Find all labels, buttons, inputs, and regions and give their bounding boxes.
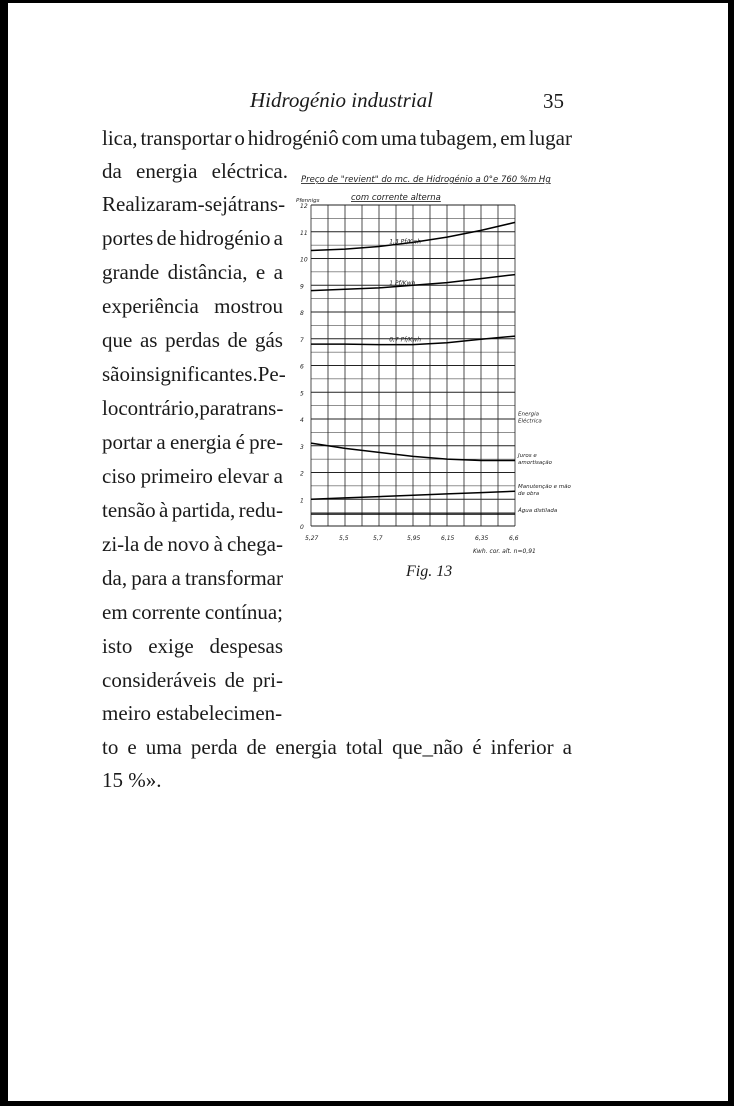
text-line [102,534,283,555]
word: corrente [131,600,201,624]
y-tick-label: 6 [300,363,304,371]
x-tick-label: 6,15 [441,535,455,542]
word: e [127,735,137,759]
word: da [102,159,122,183]
text-line [102,161,288,182]
word: de [143,532,164,556]
word: a [562,735,572,759]
right-labels [517,412,571,514]
chart-title: Preço de "revient" do mc. de Hidrogénio a 0°e 760 %m Hg [301,175,551,185]
word: 15 %». [102,768,162,792]
word: à [213,532,223,556]
word: e [255,260,266,284]
text-line [102,636,283,657]
right-label: Água distilada [518,507,558,514]
text-line [102,228,283,249]
word: Pe- [257,362,286,386]
word: elevar [217,464,269,488]
word: lica, [102,126,138,150]
x-tick-label: 5,95 [407,535,421,542]
word: de [227,328,248,352]
line-label: 1 Pf/Kwh [389,279,416,287]
word: a [171,566,181,590]
word: tubagem, [419,126,498,150]
word: lugar [528,126,572,150]
word: despesas [209,634,283,658]
word: de [156,226,177,250]
word: é [472,735,482,759]
word: energia [136,159,198,183]
word: com [341,126,378,150]
word: Realizaram-se [102,192,223,216]
x-tick-label: 6,35 [475,535,489,542]
word: pre- [249,430,283,454]
word: de [246,735,267,759]
text-line [102,330,283,351]
word: pri- [252,668,283,692]
x-tick-labels [305,535,519,542]
figure-caption: Fig. 13 [406,563,453,580]
word: é [235,430,245,454]
y-tick-label: 12 [300,203,308,210]
word: para [199,396,236,420]
word: contínua; [204,600,283,624]
word: insignificantes. [130,362,258,386]
word: experiência [102,294,199,318]
text-line [102,568,283,589]
x-tick-label: 5,27 [305,535,319,542]
word: chega- [227,532,283,556]
word: hidrogénio [179,226,271,250]
text-line [102,398,283,419]
word: já [222,192,238,216]
y-tick-label: 1 [300,497,304,505]
word: total [345,735,384,759]
y-tick-label: 11 [300,229,308,237]
word: to [102,735,119,759]
word: mostrou [214,294,283,318]
word: portes [102,226,154,250]
word: perda [190,735,238,759]
text-line [102,703,282,724]
word: de [224,668,245,692]
word: contrário, [118,396,200,420]
word: em [102,600,128,624]
word: eléctrica. [211,159,288,183]
word: isto [102,634,133,658]
word: para [131,566,168,590]
word: uma [145,735,182,759]
word: zi-la [102,532,140,556]
text-line [102,262,283,283]
x-tick-label: 5,5 [339,535,349,542]
word: que [102,328,133,352]
x-tick-label: 6,6 [509,535,519,542]
word: portar [102,430,153,454]
page-number: 35 [543,89,564,113]
word: hidrogéniô [247,126,339,150]
word: distância, [167,260,248,284]
word: partida, [171,498,236,522]
word: a [273,464,283,488]
word: grande [102,260,160,284]
text-line [102,737,572,758]
line-label: 0,7 Pf/Kwh [389,336,422,344]
line-label: 1,3 Pf/Kwh [389,238,422,246]
word: em [500,126,526,150]
y-tick-label: 8 [300,310,304,317]
word: à [159,498,169,522]
y-tick-label: 4 [300,417,304,424]
word: trans- [237,192,286,216]
word: ciso [102,464,136,488]
word: meiro estabelecimen- [102,701,283,725]
word: trans- [235,396,284,420]
line-labels [389,238,421,343]
word: exige [148,634,194,658]
word: energia [275,735,337,759]
word: gás [254,328,283,352]
word: transformar [185,566,283,590]
text-line [102,500,283,521]
word: as [139,328,158,352]
word: perdas [165,328,220,352]
x-tick-label: 5,7 [373,535,383,542]
word: a [273,226,283,250]
word: redu- [238,498,283,522]
word: a [156,430,166,454]
y-tick-label: 0 [300,524,304,531]
text-line [102,192,286,216]
word: energia [169,430,232,454]
x-axis-label: Kwh. cor. alt. n=0,91 [473,548,536,555]
text-line [102,770,162,791]
word: consideráveis [102,668,217,692]
y-tick-label: 2 [300,470,304,478]
word: que_não [392,735,464,759]
word: novo [167,532,210,556]
cost-chart [295,168,577,568]
word: primeiro [140,464,213,488]
word: da, [102,566,128,590]
word: tensão [102,498,156,522]
word: a [273,260,283,284]
right-label: Manutenção e mão de obra [518,483,571,497]
chart-subtitle: com corrente alterna [351,193,441,203]
right-label: Juros e amortisação [518,453,553,467]
text-line [102,362,286,386]
word: lo [102,396,119,420]
text-line [102,432,283,453]
y-axis-label: Pfennigs [296,198,320,204]
y-tick-label: 3 [300,443,304,451]
y-tick-labels [300,203,308,531]
right-label: Energia Eléctrica [518,411,542,425]
word: uma [380,126,417,150]
text-line [102,670,283,691]
text-line [102,128,572,149]
word: inferior [490,735,554,759]
running-title: Hidrogénio industrial [250,88,433,112]
chart-grid [311,205,515,526]
text-line [102,466,283,487]
y-tick-label: 5 [300,390,304,398]
word: o [234,126,245,150]
y-tick-label: 9 [300,283,304,291]
text-line [102,296,283,317]
text-line [102,602,283,623]
y-tick-label: 7 [300,336,304,344]
word: são [102,362,130,386]
y-tick-label: 10 [300,256,308,264]
word: transportar [140,126,232,150]
